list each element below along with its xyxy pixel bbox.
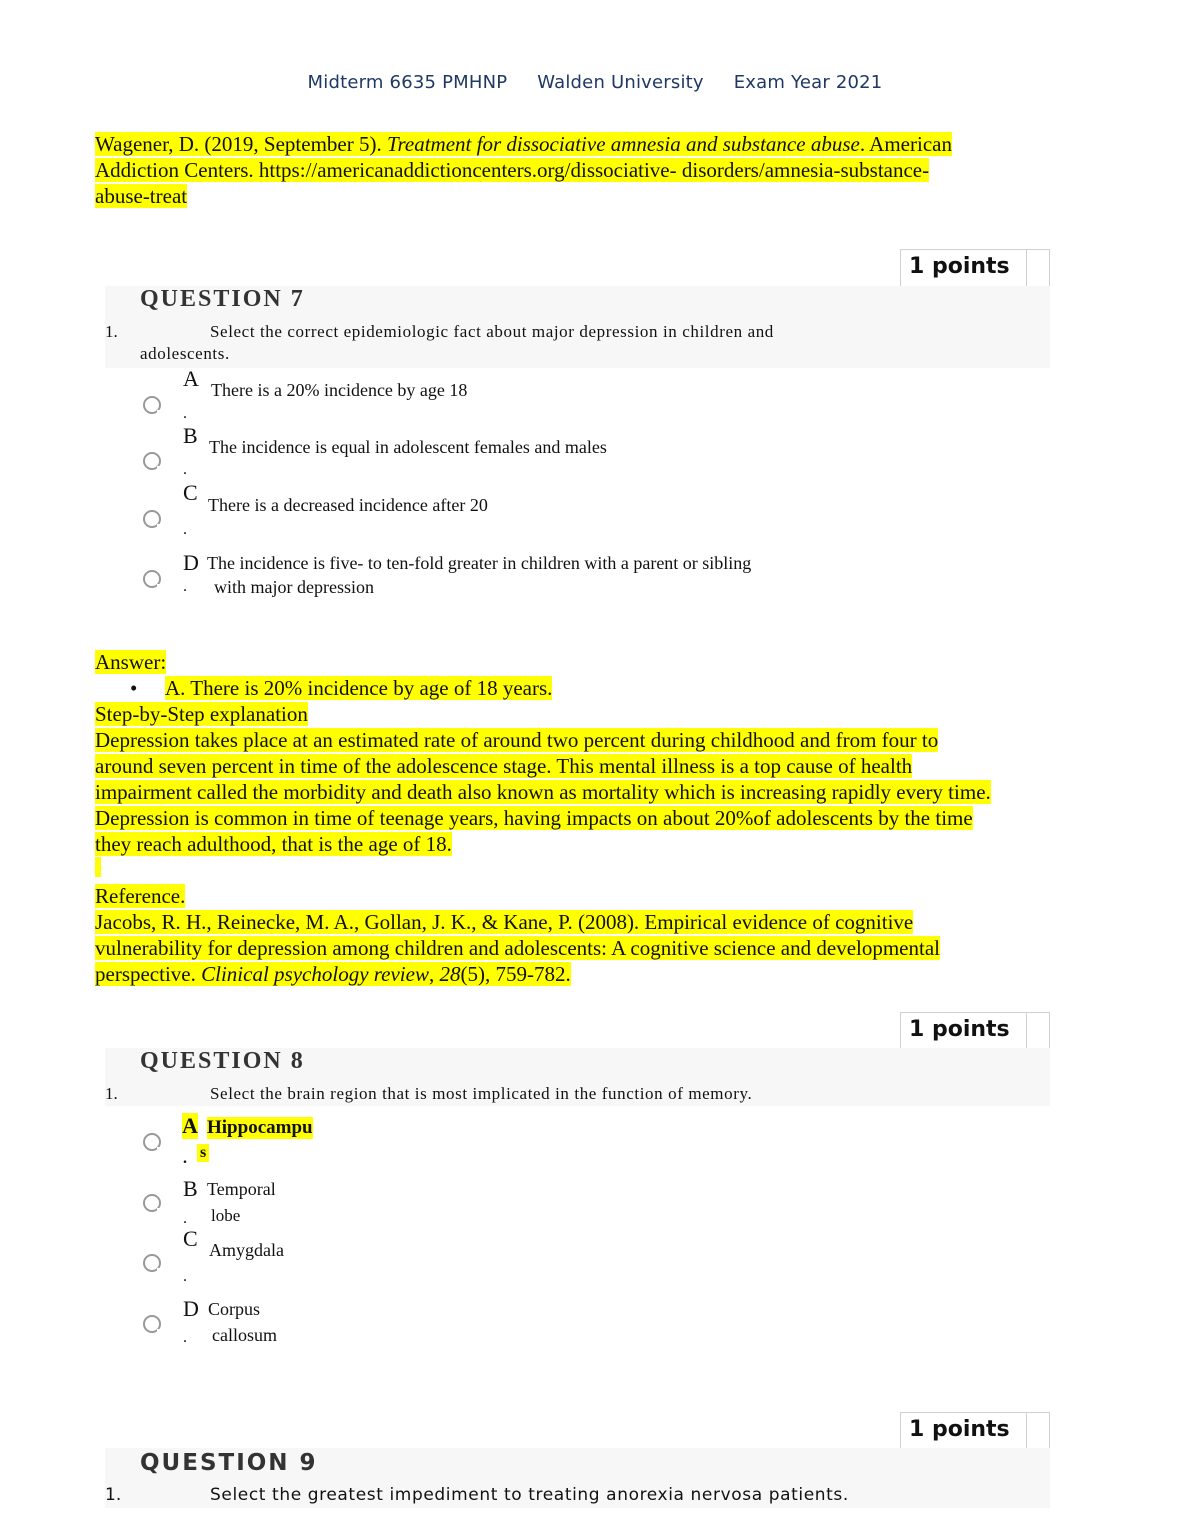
q9-panel [105,1448,1050,1508]
q8-option-b-text: Temporal [207,1179,276,1199]
q7-panel [105,286,1050,368]
reference-volume: 28 [439,962,461,986]
ref-title: Treatment for dissociative amnesia and substance abuse [386,132,860,156]
q7-option-a-text: There is a 20% incidence by age 18 [211,380,468,400]
q8-text: Select the brain region that is most implicated in the function of memory. [210,1084,753,1103]
q7-radio-d[interactable] [143,570,161,588]
highlight-marker [95,857,101,877]
q7-radio-b[interactable] [143,452,161,470]
q8-option-c-letter: C [183,1226,198,1251]
q8-option-d-text: Corpus [208,1299,261,1319]
q7-points-cell [1026,250,1049,286]
reference-sep: , [428,962,440,986]
q8-points-label: 1 points [909,1017,1010,1042]
explanation-line: impairment called the morbidity and death also known as mortality which is increasing rapidly every time. [95,780,991,804]
q7-radio-c[interactable] [143,510,161,528]
q9-text: Select the greatest impediment to treating anorexia nervosa patients. [210,1485,849,1505]
q7-radio-a[interactable] [143,396,161,414]
q7-points-box [900,249,1050,287]
q8-points-box [900,1012,1050,1050]
reference-perspective: perspective. [95,962,202,986]
q8-option-a-text-cont: s [197,1144,209,1162]
q8-panel [105,1048,1050,1106]
q9-points-cell [1026,1413,1049,1449]
page-header [0,72,1190,93]
explanation-line: around seven percent in time of the adolescence stage. This mental illness is a top cause of health [95,754,913,778]
q9-points-box [900,1412,1050,1450]
q8-option-d-dot: . [183,1329,187,1346]
q7-text: Select the correct epidemiologic fact about major depression in children and [210,322,774,341]
q7-option-d-letter: D [183,550,199,575]
q8-title: QUESTION 8 [140,1048,305,1074]
reference-line: vulnerability for depression among children and adolescents: A cognitive science and developmental [95,936,940,960]
q7-number: 1. [105,322,118,341]
q8-option-b-letter: B [183,1176,198,1201]
reference-pages: (5), 759-782. [460,962,571,986]
answer-label: Answer: [95,650,167,674]
q8-option-a-text: Hippocampu [207,1117,313,1138]
explanation-line: they reach adulthood, that is the age of 18. [95,832,452,856]
ref-author: Wagener, D. (2019, September 5). [95,132,387,156]
explanation-line: Depression takes place at an estimated rate of around two percent during childhood and from four to [95,728,939,752]
q8-option-b-text-cont: lobe [211,1206,241,1225]
q8-points-cell [1026,1013,1049,1049]
q7-option-c-text: There is a decreased incidence after 20 [208,495,488,515]
q8-option-c-dot: . [183,1268,187,1285]
q7-option-d-text: The incidence is five- to ten-fold greater in children with a parent or sibling [207,553,752,573]
answer-section [95,649,1065,987]
header-exam-year: Exam Year 2021 [733,72,883,93]
q8-radio-a[interactable] [143,1133,161,1151]
q9-title: QUESTION 9 [140,1450,318,1476]
q8-option-b-dot: . [183,1210,187,1227]
q8-option-a-letter: A [182,1113,198,1138]
reference-label: Reference. [95,884,186,908]
ref-url-end: abuse-treat [95,184,188,208]
q8-radio-c[interactable] [143,1254,161,1272]
reference-journal: Clinical psychology review [201,962,429,986]
top-reference [95,131,1065,209]
q7-option-a-dot: . [183,405,187,422]
reference-line: Jacobs, R. H., Reinecke, M. A., Gollan, J. K., & Kane, P. (2008). Empirical evidence of cognitive [95,910,914,934]
explanation-line: Depression is common in time of teenage years, having impacts on about 20%of adolescents by the time [95,806,973,830]
q7-option-b-text: The incidence is equal in adolescent females and males [209,437,607,457]
q7-option-d-text-cont: with major depression [214,577,374,597]
q7-points-label: 1 points [909,254,1010,279]
q7-option-a-letter: A [183,366,199,391]
q7-option-b-letter: B [183,423,198,448]
q8-radio-d[interactable] [143,1315,161,1333]
q8-radio-b[interactable] [143,1194,161,1212]
ref-publisher: . American [859,132,952,156]
q9-points-label: 1 points [909,1417,1010,1442]
q7-text-cont: adolescents. [140,344,230,363]
q8-option-c-text: Amygdala [209,1240,284,1260]
q8-number: 1. [105,1084,118,1103]
answer-bullet: A. There is 20% incidence by age of 18 years. [165,676,553,700]
q7-option-c-letter: C [183,480,198,505]
q7-option-b-dot: . [183,461,187,478]
header-school: Walden University [537,72,704,93]
answer-step-label: Step-by-Step explanation [95,702,308,726]
answer-bullet-dot: • [130,676,138,700]
ref-url: Addiction Centers. https://americanaddictioncenters.org/dissociative- disorders/amnesia-substance- [95,158,930,182]
q7-title: QUESTION 7 [140,286,305,312]
q7-option-d-dot: . [183,578,187,595]
q8-option-d-text-cont: callosum [212,1325,277,1345]
header-course: Midterm 6635 PMHNP [307,72,508,93]
q7-option-c-dot: . [183,521,187,538]
q9-number: 1. [105,1485,122,1505]
q8-option-a-dot: . [183,1150,187,1167]
q8-option-d-letter: D [183,1296,199,1321]
